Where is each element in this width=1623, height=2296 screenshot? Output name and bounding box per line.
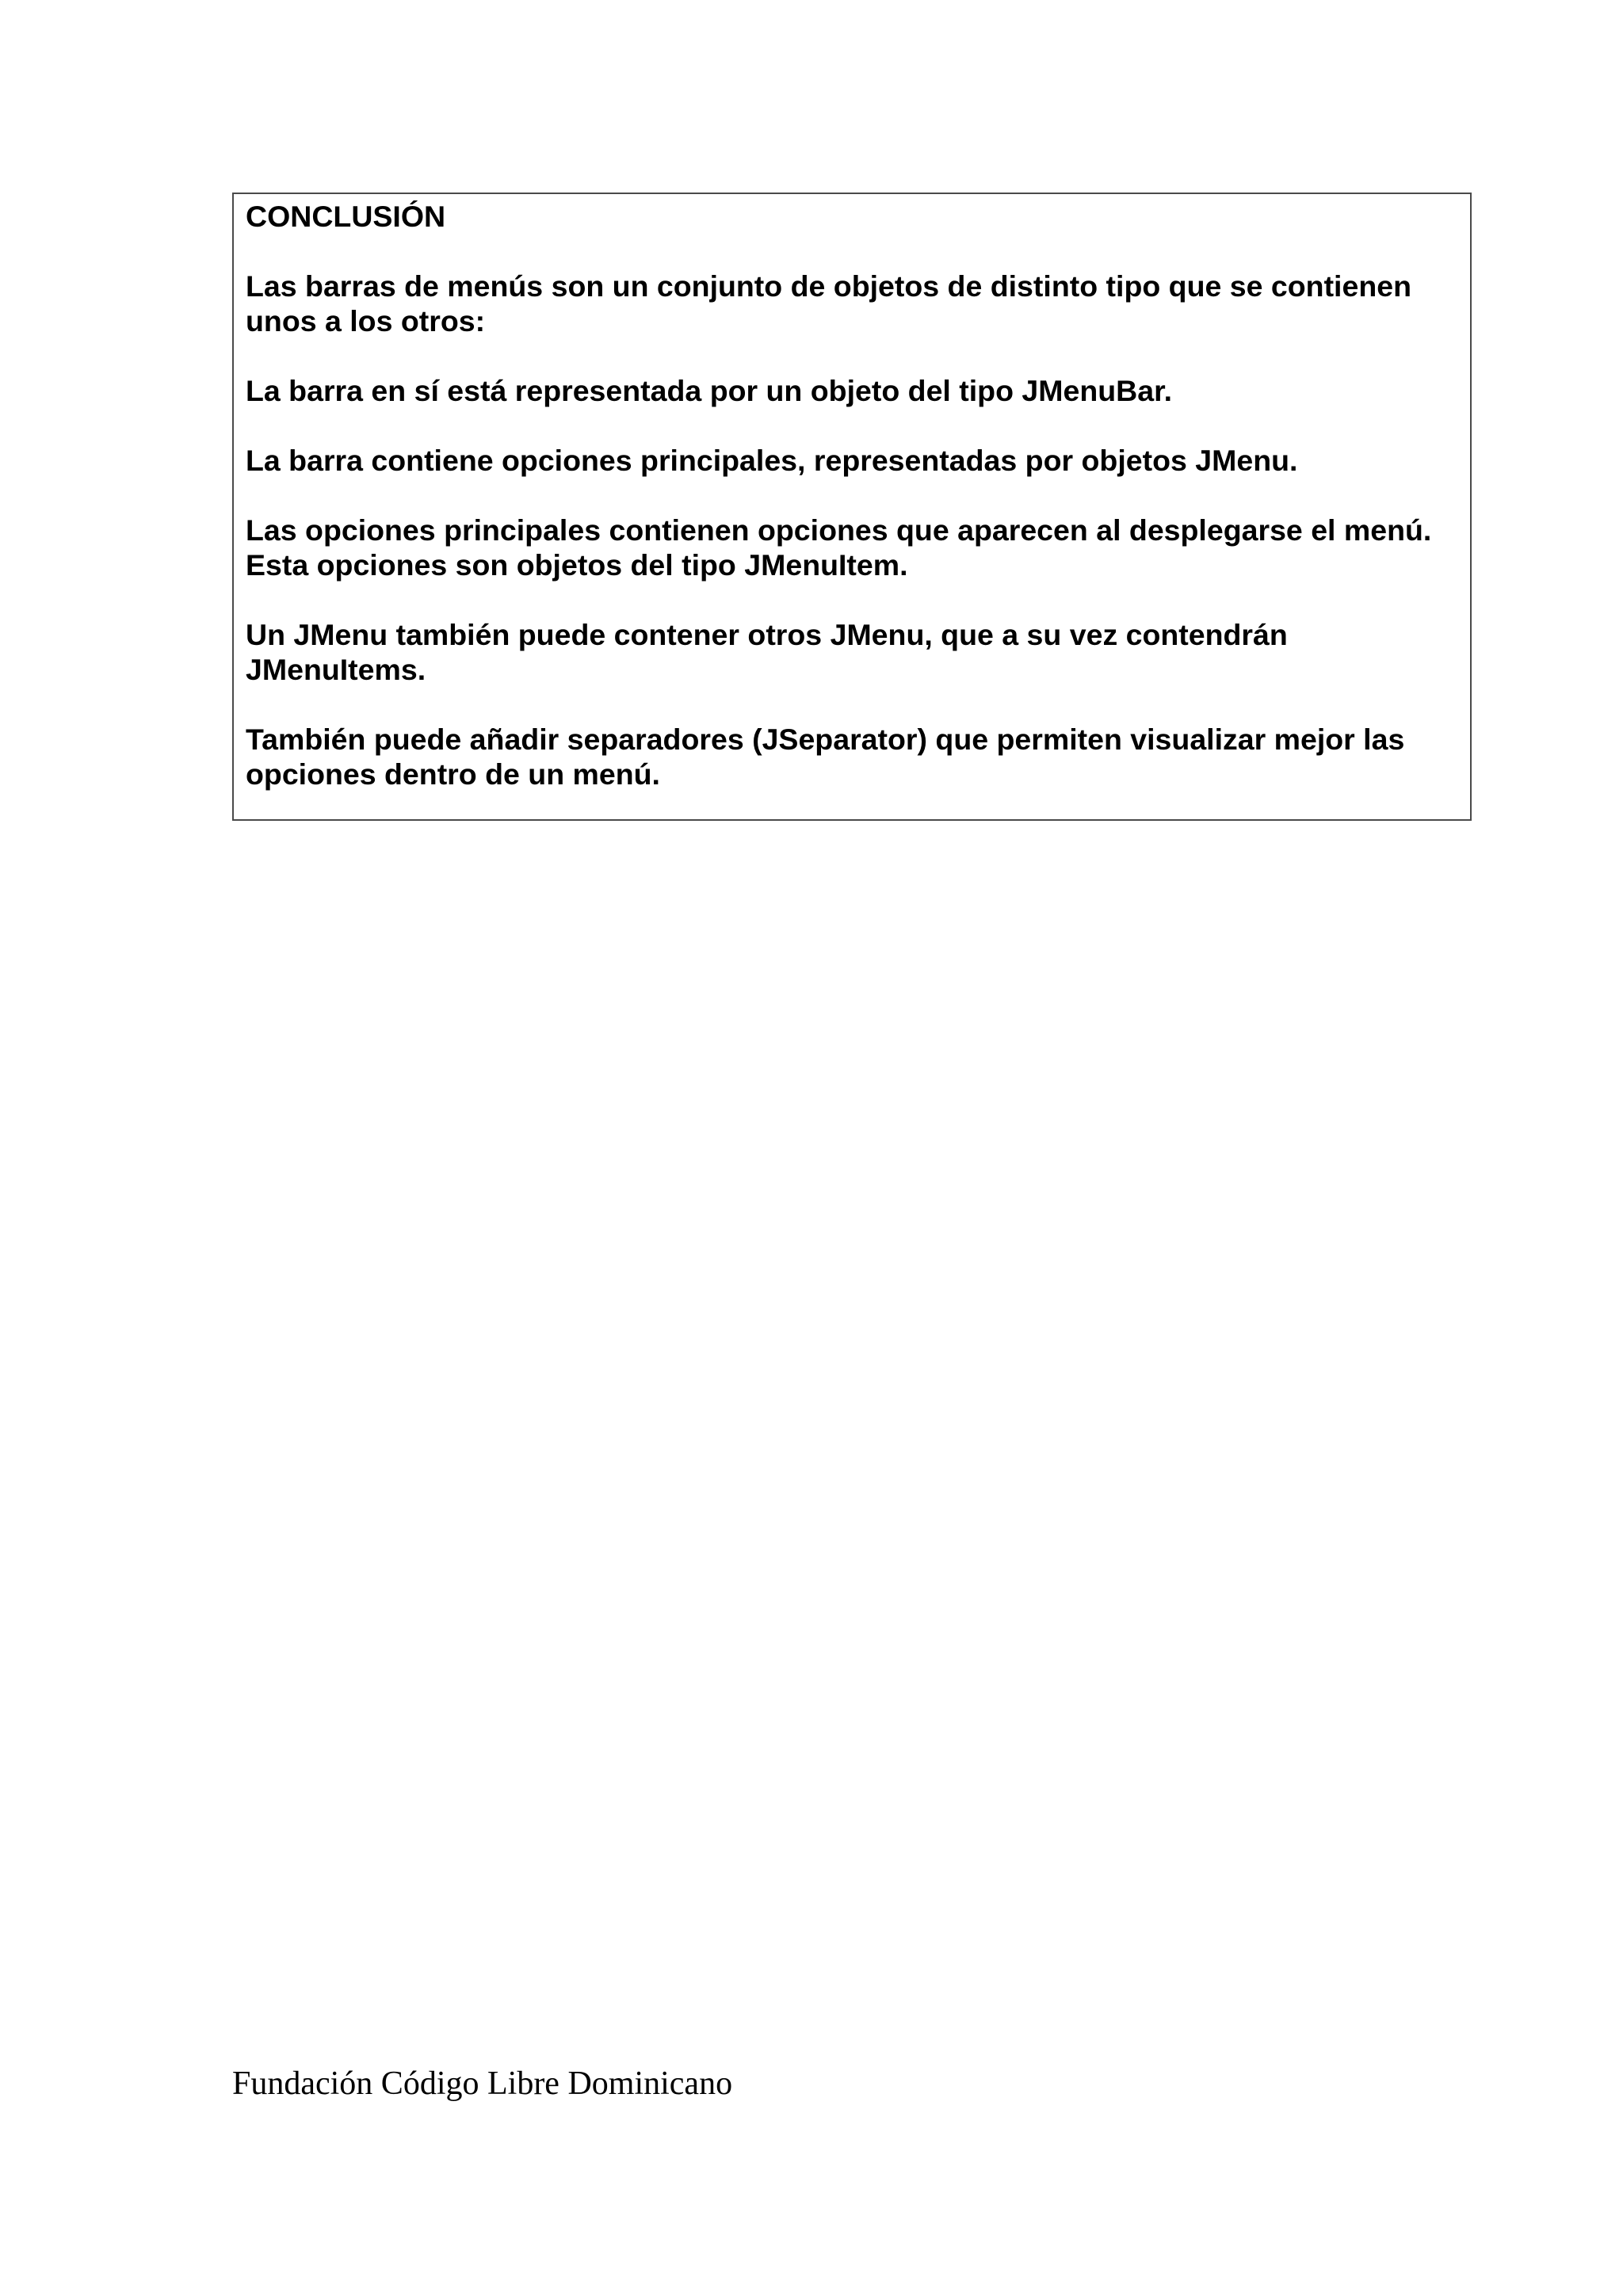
paragraph-line: La barra contiene opciones principales, representadas por objetos JMenu. (246, 444, 1298, 477)
paragraph-line: unos a los otros: (246, 304, 486, 338)
paragraph-line: Esta opciones son objetos del tipo JMenuItem. (246, 548, 908, 582)
page-footer: Fundación Código Libre Dominicano (232, 2065, 733, 2102)
conclusion-box (232, 193, 1472, 821)
paragraph-menu-bars (246, 269, 1459, 338)
paragraph-line: También puede añadir separadores (JSeparator) que permiten visualizar mejor las (246, 723, 1405, 756)
paragraph-line: opciones dentro de un menú. (246, 757, 660, 791)
paragraph-jseparator (246, 722, 1459, 791)
paragraph-jmenuitem (246, 513, 1459, 582)
paragraph-jmenubar (246, 373, 1459, 408)
paragraph-line: Las barras de menús son un conjunto de objetos de distinto tipo que se contienen (246, 269, 1411, 303)
paragraph-line: Un JMenu también puede contener otros JMenu, que a su vez contendrán (246, 618, 1288, 651)
paragraph-jmenu (246, 443, 1459, 478)
paragraph-line: JMenuItems. (246, 653, 426, 686)
paragraph-line: La barra en sí está representada por un objeto del tipo JMenuBar. (246, 374, 1173, 407)
conclusion-title: CONCLUSIÓN (246, 200, 446, 233)
paragraph-nested-jmenu (246, 617, 1459, 687)
paragraph-line: Las opciones principales contienen opciones que aparecen al desplegarse el menú. (246, 513, 1432, 547)
